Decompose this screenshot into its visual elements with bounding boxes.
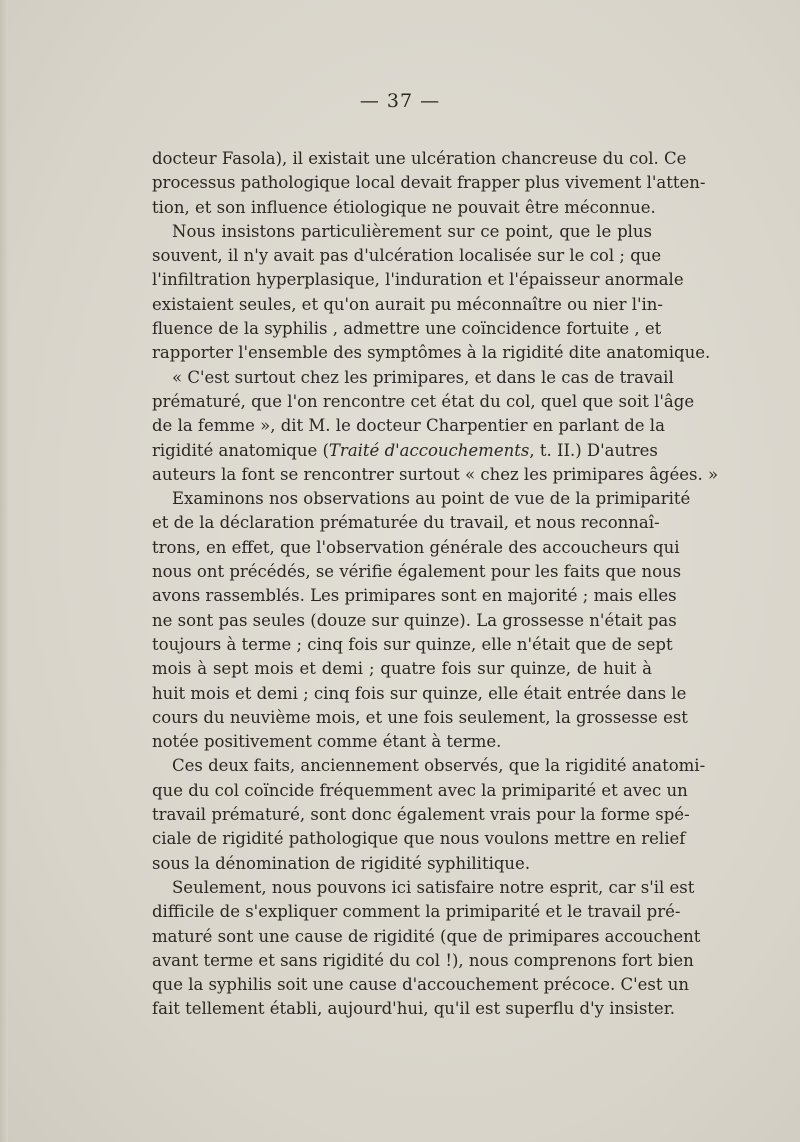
page-edge bbox=[0, 0, 8, 1142]
book-title: Traité d'accouchements bbox=[328, 440, 530, 460]
text-line bbox=[152, 414, 665, 438]
text-line bbox=[152, 390, 695, 414]
text-line bbox=[152, 196, 656, 220]
text-line bbox=[152, 876, 695, 900]
text-line bbox=[152, 366, 674, 390]
line-text: sous la dénomination de rigidité syphilitique. bbox=[152, 853, 531, 873]
line-text: docteur Fasola), il existait une ulcération chancreuse du col. Ce bbox=[152, 149, 687, 168]
line-text: tion, et son influence étiologique ne pouvait être méconnue. bbox=[152, 197, 656, 217]
text-line bbox=[152, 706, 688, 730]
text-line bbox=[152, 682, 687, 706]
text-line bbox=[152, 900, 681, 924]
text-line bbox=[152, 268, 684, 292]
line-text: avons rassemblés. Les primipares sont en majorité ; mais elles bbox=[152, 586, 677, 606]
text-line bbox=[152, 754, 706, 778]
text-line bbox=[152, 633, 673, 657]
text-line bbox=[152, 973, 690, 997]
line-text: de la femme », dit M. le docteur Charpentier en parlant de la bbox=[152, 416, 665, 436]
line-text: existaient seules, et qu'on aurait pu méconnaître ou nier l'in- bbox=[152, 294, 664, 314]
text-line bbox=[152, 730, 652, 754]
page-number: — 37 — bbox=[359, 90, 441, 112]
line-text: fluence de la syphilis , admettre une coïncidence fortuite , et bbox=[152, 319, 662, 339]
text-line bbox=[152, 536, 680, 560]
line-text: avant terme et sans rigidité du col !), nous comprenons fort bien bbox=[152, 950, 694, 970]
line-text: processus pathologique local devait frapper plus vivement l'atten- bbox=[152, 173, 706, 193]
text-line bbox=[152, 293, 664, 317]
line-text: Ces deux faits, anciennement observés, que la rigidité anatomi- bbox=[172, 756, 706, 776]
text-line bbox=[152, 584, 677, 608]
line-text: rapporter l'ensemble des symptômes à la rigidité dite anatomique. bbox=[152, 343, 711, 363]
line-text: l'infiltration hyperplasique, l'induration et l'épaisseur anormale bbox=[152, 270, 684, 290]
line-text: prématuré, que l'on rencontre cet état du col, quel que soit l'âge bbox=[152, 391, 695, 411]
text-line bbox=[152, 147, 687, 171]
line-text: et de la déclaration prématurée du travail, et nous reconnaî- bbox=[152, 513, 660, 533]
text-line bbox=[152, 487, 691, 511]
text-line bbox=[152, 609, 677, 633]
line-text: cours du neuvième mois, et une fois seulement, la grossesse est bbox=[152, 707, 688, 727]
line-text: que la syphilis soit une cause d'accouchement précoce. C'est un bbox=[152, 975, 690, 995]
line-text: mois à sept mois et demi ; quatre fois sur quinze, de huit à bbox=[152, 659, 652, 679]
line-text: fait tellement établi, aujourd'hui, qu'il est superflu d'y insister. bbox=[152, 999, 676, 1019]
line-text: maturé sont une cause de rigidité (que de primipares accouchent bbox=[152, 926, 701, 946]
line-text: toujours à terme ; cinq fois sur quinze, elle n'était que de sept bbox=[152, 634, 673, 654]
text-line bbox=[152, 997, 676, 1021]
line-text: ciale de rigidité pathologique que nous voulons mettre en relief bbox=[152, 829, 686, 849]
text-line bbox=[152, 852, 652, 876]
line-text: « C'est surtout chez les primipares, et dans le cas de travail bbox=[172, 367, 674, 387]
line-text-after: , t. II.) D'autres bbox=[529, 440, 658, 460]
text-line bbox=[152, 511, 660, 535]
text-line bbox=[152, 925, 701, 949]
text-line bbox=[152, 317, 662, 341]
text-line bbox=[152, 439, 658, 463]
line-text: Nous insistons particulièrement sur ce point, que le plus bbox=[172, 221, 652, 241]
text-line bbox=[152, 949, 694, 973]
line-text: notée positivement comme étant à terme. bbox=[152, 732, 502, 752]
text-line bbox=[152, 244, 662, 268]
body-text bbox=[152, 147, 719, 1022]
line-text: difficile de s'expliquer comment la primiparité et le travail pré- bbox=[152, 902, 681, 922]
line-text: nous ont précédés, se vérifie également pour les faits que nous bbox=[152, 562, 682, 582]
line-text: trons, en effet, que l'observation générale des accoucheurs qui bbox=[152, 537, 680, 557]
text-line bbox=[152, 827, 686, 851]
line-text: huit mois et demi ; cinq fois sur quinze, elle était entrée dans le bbox=[152, 683, 687, 703]
text-line bbox=[152, 463, 719, 487]
line-text: auteurs la font se rencontrer surtout « chez les primipares âgées. » bbox=[152, 464, 719, 484]
line-text: Examinons nos observations au point de vue de la primiparité bbox=[172, 489, 691, 509]
text-line bbox=[152, 657, 652, 681]
line-text: ne sont pas seules (douze sur quinze). La grossesse n'était pas bbox=[152, 610, 677, 630]
text-line bbox=[152, 779, 688, 803]
line-text: travail prématuré, sont donc également vrais pour la forme spé- bbox=[152, 805, 690, 825]
line-text: rigidité anatomique ( bbox=[152, 440, 329, 460]
text-line bbox=[152, 341, 711, 365]
line-text: que du col coïncide fréquemment avec la primiparité et avec un bbox=[152, 780, 688, 800]
text-line bbox=[152, 171, 706, 195]
text-line bbox=[152, 560, 682, 584]
line-text: Seulement, nous pouvons ici satisfaire notre esprit, car s'il est bbox=[172, 877, 695, 897]
text-line bbox=[152, 220, 652, 244]
text-line bbox=[152, 803, 690, 827]
line-text: souvent, il n'y avait pas d'ulcération localisée sur le col ; que bbox=[152, 246, 662, 266]
